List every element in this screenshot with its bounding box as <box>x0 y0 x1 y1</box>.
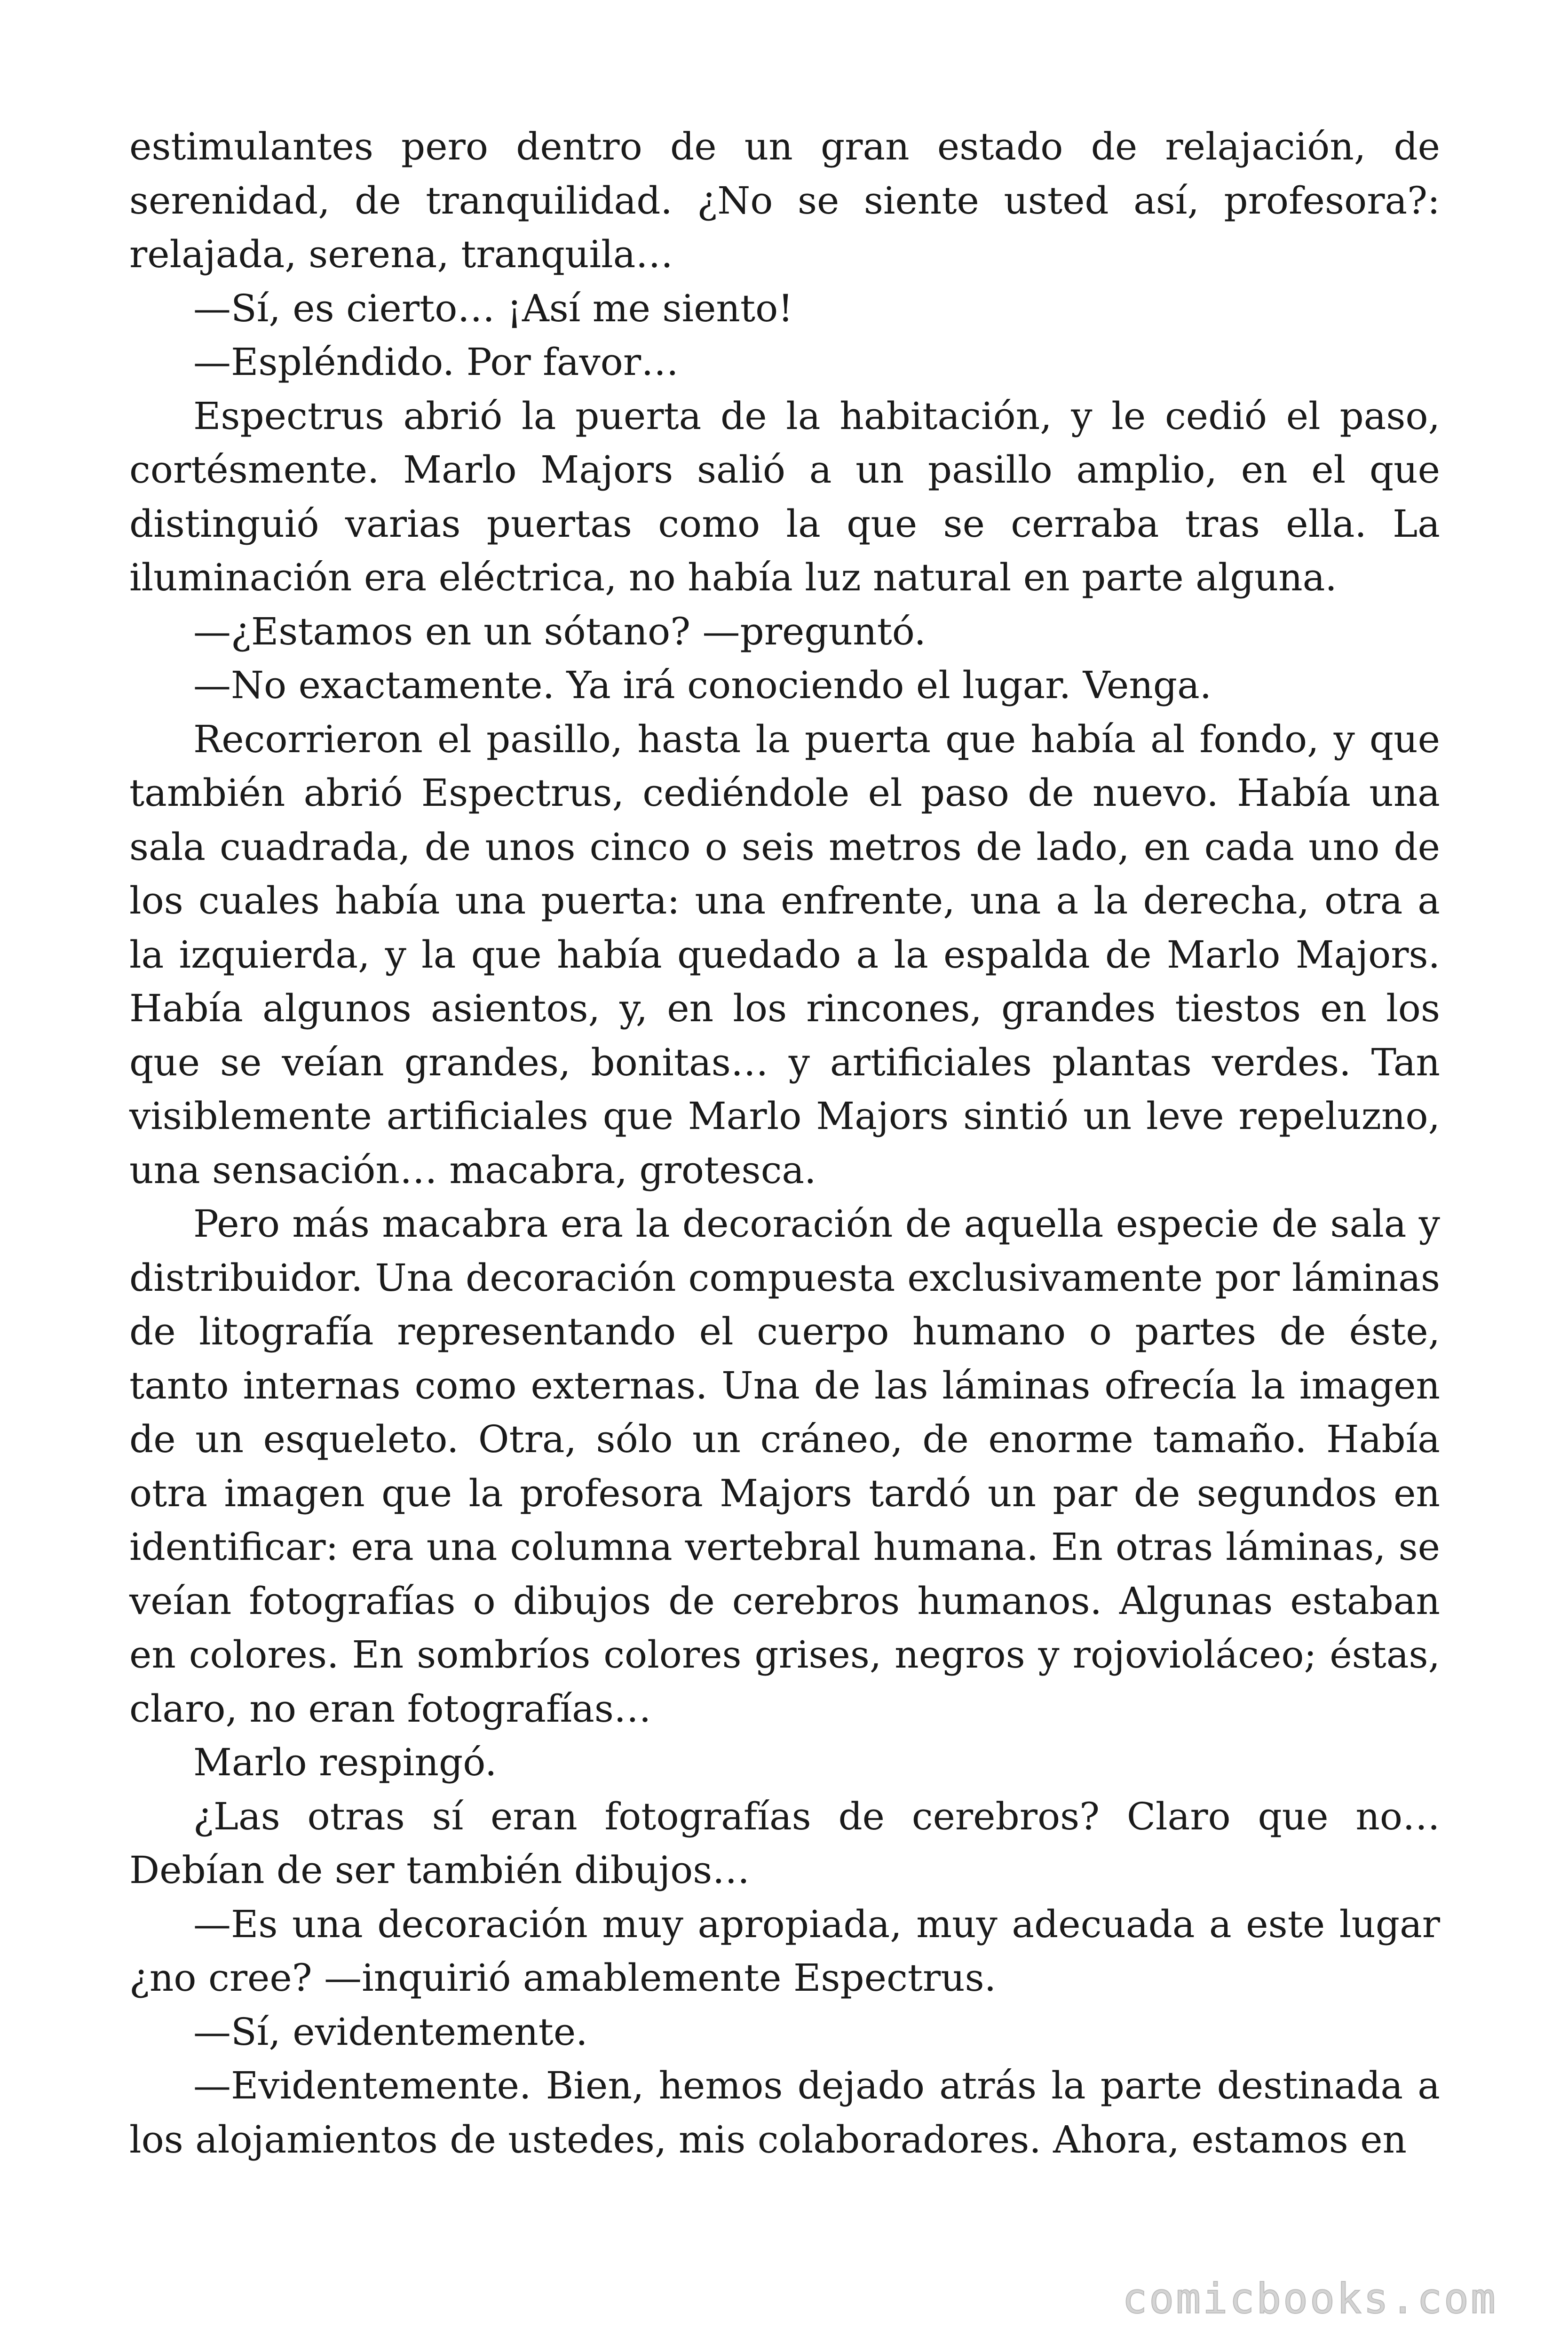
paragraph: Espectrus abrió la puerta de la habitación, y le cedió el paso, cortésmente. Marlo Majors salió a un pasillo amplio, en el que distinguió varias puertas como la que se cerraba tras ella. La iluminación era eléctrica, no había luz natural en parte alguna. <box>129 394 1440 599</box>
paragraph: ¿Las otras sí eran fotografías de cerebros? Claro que no… Debían de ser también dibujos… <box>129 1794 1440 1892</box>
paragraph: —Espléndido. Por favor… <box>193 340 679 384</box>
paragraph: —Sí, evidentemente. <box>193 2010 588 2054</box>
watermark: comicbooks.com <box>1122 2274 1497 2323</box>
paragraph: Marlo respingó. <box>193 1740 497 1784</box>
paragraph: —No exactamente. Ya irá conociendo el lugar. Venga. <box>193 663 1212 707</box>
paragraph: —Evidentemente. Bien, hemos dejado atrás la parte destinada a los alojamientos de ustedes, mis colaboradores. Ahora, estamos en <box>129 2064 1440 2161</box>
paragraph: —¿Estamos en un sótano? —preguntó. <box>193 609 926 653</box>
paragraph: estimulantes pero dentro de un gran estado de relajación, de serenidad, de tranquilidad. ¿No se siente usted así, profesora?: relajada, serena, tranquila… <box>129 125 1440 276</box>
paragraph: Recorrieron el pasillo, hasta la puerta que había al fondo, y que también abrió Espectrus, cediéndole el paso de nuevo. Había una sala cuadrada, de unos cinco o seis metros de lado, en cada uno de los cuales había una puerta: una enfrente, una a la derecha, otra a la izquierda, y la que había quedado a la espalda de Marlo Majors. Había algunos asientos, y, en los rincones, grandes tiestos en los que se veían grandes, bonitas… y artificiales plantas verdes. Tan visiblemente artificiales que Marlo Majors sintió un leve repeluzno, una sensación… macabra, grotesca. <box>129 717 1440 1192</box>
paragraph: —Sí, es cierto… ¡Así me siento! <box>193 286 793 330</box>
page-body <box>129 120 1440 2167</box>
paragraph: Pero más macabra era la decoración de aquella especie de sala y distribuidor. Una decoración compuesta exclusivamente por láminas de litografía representando el cuerpo humano o partes de éste, tanto internas como externas. Una de las láminas ofrecía la imagen de un esqueleto. Otra, sólo un cráneo, de enorme tamaño. Había otra imagen que la profesora Majors tardó un par de segundos en identificar: era una columna vertebral humana. En otras láminas, se veían fotografías o dibujos de cerebros humanos. Algunas estaban en colores. En sombríos colores grises, negros y rojovioláceo; éstas, claro, no eran fotografías… <box>129 1202 1440 1731</box>
paragraph: —Es una decoración muy apropiada, muy adecuada a este lugar ¿no cree? —inquirió amablemente Espectrus. <box>129 1902 1440 2000</box>
